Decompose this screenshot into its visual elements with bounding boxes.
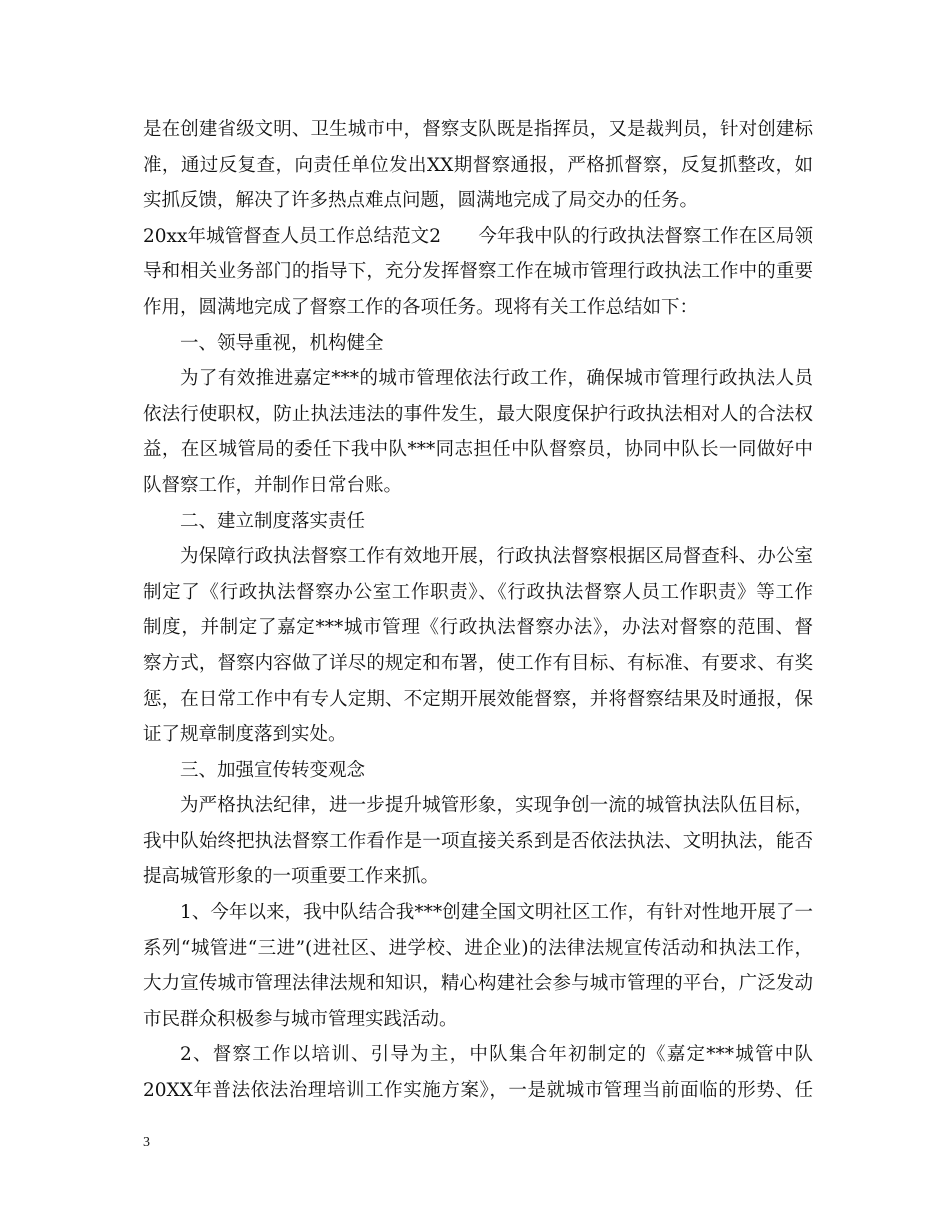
- text-line: 证了规章制度落到实处。: [143, 724, 347, 746]
- text-line: 1、今年以来，我中队结合我***创建全国文明社区工作，有针对性地开展了一: [180, 902, 813, 924]
- text-line: 益，在区城管局的委任下我中队***同志担任中队督察员，协同中队长一同做好中: [143, 439, 813, 461]
- text-line: 市民群众积极参与城市管理实践活动。: [143, 1008, 458, 1030]
- text-line: 队督察工作，并制作日常台账。: [143, 474, 403, 496]
- text-line: 是在创建省级文明、卫生城市中，督察支队既是指挥员，又是裁判员，针对创建标: [143, 119, 813, 140]
- text-line: 察方式，督察内容做了详尽的规定和布署，使工作有目标、有标准、有要求、有奖: [143, 652, 813, 674]
- text-line: 大力宣传城市管理法律法规和知识，精心构建社会参与城市管理的平台，广泛发动: [143, 973, 813, 995]
- text-line: 导和相关业务部门的指导下，充分发挥督察工作在城市管理行政执法工作中的重要: [143, 261, 813, 283]
- text-line: 为保障行政执法督察工作有效地开展，行政执法督察根据区局督查科、办公室: [180, 546, 813, 568]
- text-line: 为了有效推进嘉定***的城市管理依法行政工作，确保城市管理行政执法人员: [180, 368, 813, 390]
- text-line: 20xx年城管督查人员工作总结范文2 今年我中队的行政执法督察工作在区局领: [143, 225, 813, 247]
- text-line: 三、加强宣传转变观念: [180, 759, 366, 781]
- text-line: 2、督察工作以培训、引导为主，中队集合年初制定的《嘉定***城管中队: [180, 1044, 813, 1066]
- text-line: 实抓反馈，解决了许多热点难点问题，圆满地完成了局交办的任务。: [143, 190, 699, 212]
- text-line: 提高城管形象的一项重要工作来抓。: [143, 866, 440, 888]
- text-line: 系列“城管进“三进”(进社区、进学校、进企业)的法律法规宣传活动和执法工作，: [143, 937, 813, 959]
- text-line: 作用，圆满地完成了督察工作的各项任务。现将有关工作总结如下：: [143, 296, 699, 318]
- text-line: 20XX年普法依法治理培训工作实施方案》，一是就城市管理当前面临的形势、任: [143, 1080, 813, 1102]
- text-line: 依法行使职权，防止执法违法的事件发生，最大限度保护行政执法相对人的合法权: [143, 403, 813, 425]
- text-line: 为严格执法纪律，进一步提升城管形象，实现争创一流的城管执法队伍目标，: [180, 795, 813, 817]
- page-number: 3: [143, 1135, 150, 1150]
- text-line: 一、领导重视，机构健全: [180, 332, 384, 354]
- text-line: 二、建立制度落实责任: [180, 510, 366, 532]
- text-line: 准，通过反复查，向责任单位发出XX期督察通报，严格抓督察，反复抓整改，如: [143, 154, 813, 176]
- text-line: 制定了《行政执法督察办公室工作职责》、《行政执法督察人员工作职责》等工作: [143, 581, 813, 603]
- text-line: 制度，并制定了嘉定***城市管理《行政执法督察办法》，办法对督察的范围、督: [143, 617, 813, 639]
- text-line: 惩，在日常工作中有专人定期、不定期开展效能督察，并将督察结果及时通报，保: [143, 688, 813, 710]
- text-line: 我中队始终把执法督察工作看作是一项直接关系到是否依法执法、文明执法，能否: [143, 830, 813, 852]
- document-body: [143, 112, 813, 1109]
